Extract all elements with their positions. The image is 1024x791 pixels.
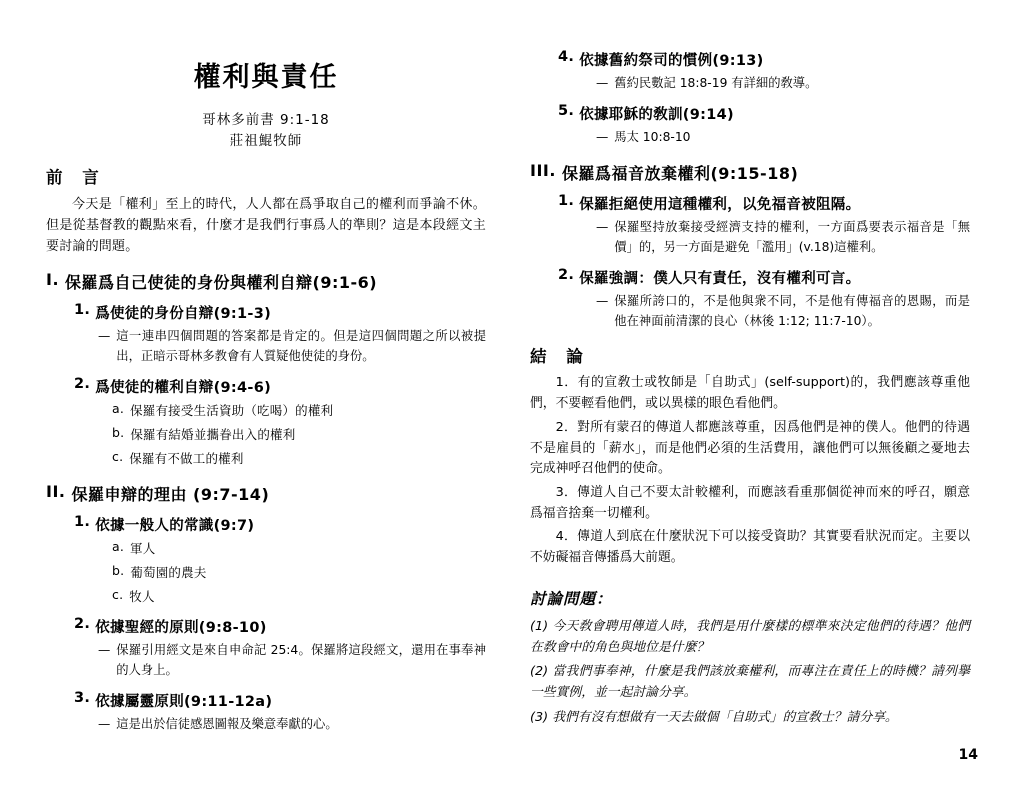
- item-title: 依據耶穌的敎訓(9:14): [579, 106, 734, 123]
- page-title: 權利與責任: [193, 62, 339, 93]
- sub-item-text: 保羅有接受生活資助（吃喝）的權利: [130, 403, 334, 419]
- heading-conclusion: 結 論: [530, 347, 590, 367]
- item-title: 爲使徒的身份自辯(9:1-3): [95, 306, 272, 323]
- item-title: 依據聖經的原則(9:8-10): [95, 620, 267, 637]
- item-number: 2.: [558, 266, 575, 283]
- note-item: [530, 74, 970, 94]
- sub-item-mark: c.: [112, 587, 124, 603]
- note-text: 保羅堅持放棄接受經濟支持的權利，一方面爲要表示福音是「無價」的，另一方面是避免「濫用」(v.18)這權利。: [614, 219, 970, 254]
- note-item: [530, 128, 970, 148]
- list-item: [46, 616, 486, 637]
- sub-item: [46, 401, 486, 421]
- list-item: [46, 376, 486, 397]
- note-item: [46, 327, 486, 367]
- sub-item: [46, 587, 486, 607]
- conclusion-item: 1．有的宣敎士或牧師是「自助式」(self-support)的，我們應該尊重他們，不要輕看他們，或以異樣的眼色看他們。: [530, 375, 970, 412]
- item-title: 依據舊約祭司的慣例(9:13): [579, 53, 764, 69]
- dash-mark: —: [596, 219, 609, 234]
- dash-mark: —: [98, 643, 111, 658]
- sub-item: [46, 425, 486, 445]
- section-1-title: 保羅爲自己使徒的身份與權利自辯(9:1-6): [65, 273, 378, 293]
- heading-introduction: 前 言: [46, 168, 106, 188]
- dash-mark: —: [596, 293, 609, 308]
- list-item: [530, 103, 970, 124]
- list-item: [530, 49, 970, 70]
- page-number: 14: [958, 747, 978, 763]
- heading-discussion: 討論問題：: [530, 589, 613, 608]
- note-item: [46, 641, 486, 681]
- sub-item: [46, 449, 486, 469]
- note-text: 這是出於信徒感恩圖報及樂意奉獻的心。: [116, 717, 338, 731]
- sub-item-mark: a.: [112, 401, 125, 417]
- item-number: 2.: [74, 616, 91, 633]
- item-title: 依據一般人的常識(9:7): [95, 518, 255, 535]
- note-item: [530, 292, 970, 332]
- sub-item-mark: b.: [112, 563, 125, 579]
- sub-item-text: 牧人: [129, 589, 155, 605]
- item-title: 保羅強調：僕人只有責任，沒有權利可言。: [579, 270, 861, 287]
- dash-mark: —: [596, 129, 609, 144]
- note-text: 保羅引用經文是來自申命記 25:4。保羅將這段經文，還用在事奉神的人身上。: [116, 643, 486, 678]
- list-item: [46, 302, 486, 323]
- sub-item-mark: a.: [112, 539, 125, 555]
- two-column-layout: [46, 40, 978, 740]
- author-name: 莊祖鯤牧師: [229, 133, 303, 150]
- conclusion-item: 4．傳道人到底在什麼狀況下可以接受資助？其實要看狀況而定。主要以不妨礙福音傳播爲大前題。: [530, 529, 970, 566]
- conclusion-item: 3．傳道人自己不要太計較權利，而應該看重那個從神而來的呼召，願意爲福音捨棄一切權利。: [530, 485, 970, 521]
- note-text: 馬太 10:8-10: [614, 129, 691, 144]
- item-number: 5.: [558, 102, 575, 119]
- introduction-paragraph: 今天是「權利」至上的時代，人人都在爲爭取自己的權利而爭論不休。但是從基督教的觀點來看，什麼才是我們行事爲人的準則？這是本段經文主要討論的問題。: [46, 197, 486, 255]
- item-number: 3.: [74, 690, 91, 706]
- list-item: [46, 514, 486, 535]
- item-title: 爲使徒的權利自辯(9:4-6): [95, 380, 272, 397]
- item-number: 1.: [74, 514, 91, 531]
- item-number: 1.: [74, 302, 91, 319]
- dash-mark: —: [98, 717, 111, 731]
- section-2-title: 保羅申辯的理由 (9:7-14): [71, 485, 270, 505]
- heading-section-3: [530, 161, 970, 184]
- section-1-number: I.: [46, 270, 60, 290]
- dash-mark: —: [596, 76, 609, 90]
- list-item: [530, 267, 970, 288]
- item-number: 1.: [558, 192, 575, 209]
- sub-item-text: 保羅有不做工的權利: [129, 451, 244, 467]
- sub-item: [46, 539, 486, 559]
- discussion-item: (3) 我們有沒有想做有一天去做個「自助式」的宣敎士？請分享。: [530, 709, 898, 725]
- item-title: 依據屬靈原則(9:11-12a): [95, 694, 273, 710]
- section-3-title: 保羅爲福音放棄權利(9:15-18): [561, 163, 799, 183]
- scripture-reference: 哥林多前書 9:1-18: [202, 112, 330, 129]
- right-column: [530, 40, 970, 740]
- note-text: 保羅所誇口的，不是他與衆不同，不是他有傳福音的恩賜，而是他在神面前清潔的良心（林後 1:12; 11:7-10）。: [614, 293, 970, 328]
- sub-item-text: 軍人: [130, 541, 156, 557]
- discussion-item: (2) 當我們事奉神，什麼是我們該放棄權利，而專注在責任上的時機？請列擧一些實例，並一起討論分享。: [530, 664, 970, 701]
- heading-section-2: [46, 482, 486, 505]
- list-item: [530, 193, 970, 214]
- sub-item-mark: b.: [112, 425, 125, 441]
- sub-item-mark: c.: [112, 449, 124, 465]
- section-2-number: II.: [46, 482, 66, 502]
- list-item: [46, 690, 486, 711]
- left-column: [46, 40, 486, 740]
- heading-section-1: [46, 270, 486, 293]
- discussion-item: (1) 今天敎會聘用傳道人時，我們是用什麼樣的標準來決定他們的待遇？他們在敎會中的角色與地位是什麼？: [530, 618, 970, 655]
- note-text: 這一連串四個問題的答案都是肯定的。但是這四個問題之所以被提出，正暗示哥林多教會有人質疑他使徒的身份。: [116, 329, 486, 364]
- conclusion-item: 2．對所有蒙召的傳道人都應該尊重，因爲他們是神的僕人。他們的待遇不是雇員的「薪水」，而是他們必須的生活費用，讓他們可以無後顧之憂地去完成神呼召他們的使命。: [530, 419, 970, 477]
- note-text: 舊約民數記 18:8-19 有詳細的敎導。: [614, 76, 818, 90]
- item-number: 4.: [558, 49, 575, 65]
- item-number: 2.: [74, 376, 91, 393]
- sub-item: [46, 563, 486, 583]
- item-title: 保羅拒絕使用這種權利，以免福音被阻隔。: [579, 196, 861, 213]
- section-3-number: III.: [530, 160, 556, 180]
- note-item: [46, 715, 486, 735]
- dash-mark: —: [98, 329, 111, 344]
- note-item: [530, 218, 970, 258]
- sub-item-text: 葡萄園的農夫: [130, 565, 207, 581]
- sub-item-text: 保羅有結婚並攜眷出入的權利: [130, 427, 296, 443]
